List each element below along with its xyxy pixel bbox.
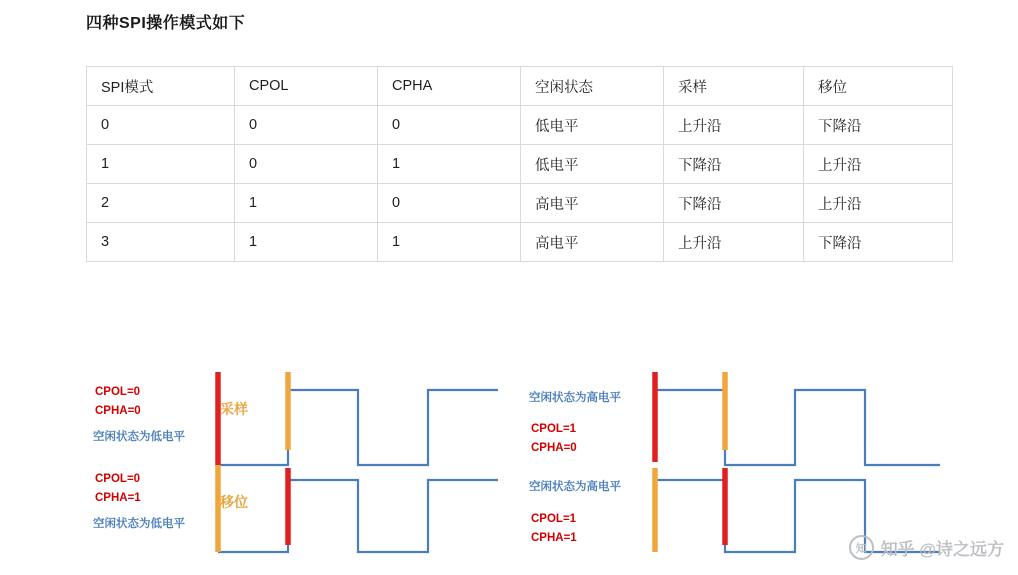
- column-header: CPOL: [235, 67, 378, 106]
- zhihu-logo-icon: 知: [849, 535, 874, 560]
- table-cell: 低电平: [521, 145, 664, 184]
- table-cell: 下降沿: [664, 184, 804, 223]
- label-right-top-cpol: CPOL=1: [531, 423, 577, 435]
- column-header: 采样: [664, 67, 804, 106]
- label-right-bottom-cpha: CPHA=1: [531, 532, 577, 544]
- table-cell: 1: [378, 145, 521, 184]
- table-cell: 1: [378, 223, 521, 262]
- label-left-top-idle: 空闲状态为低电平: [93, 431, 185, 443]
- table-cell: 0: [235, 106, 378, 145]
- table-cell: 上升沿: [664, 106, 804, 145]
- table-cell: 下降沿: [804, 223, 953, 262]
- table-cell: 下降沿: [664, 145, 804, 184]
- table-cell: 上升沿: [664, 223, 804, 262]
- watermark-text: 知乎 @诗之远方: [880, 540, 1004, 559]
- label-left-bottom-cpha: CPHA=1: [95, 492, 141, 504]
- page-title: 四种SPI操作模式如下: [86, 15, 246, 32]
- label-left-top-cpol: CPOL=0: [95, 386, 141, 398]
- waveform-left-bottom: [218, 465, 498, 552]
- table-cell: 3: [87, 223, 235, 262]
- table-cell: 上升沿: [804, 184, 953, 223]
- table-row: [87, 145, 953, 184]
- column-header: 移位: [804, 67, 953, 106]
- table-row: [87, 223, 953, 262]
- label-right-top-cpha: CPHA=0: [531, 442, 577, 454]
- waveform-left-top: [218, 372, 498, 465]
- table-cell: 1: [235, 223, 378, 262]
- table-cell: 0: [378, 184, 521, 223]
- column-header: 空闲状态: [521, 67, 664, 106]
- label-left-top-cpha: CPHA=0: [95, 405, 141, 417]
- label-right-top-idle: 空闲状态为高电平: [529, 392, 621, 404]
- table-cell: 1: [87, 145, 235, 184]
- label-left-bottom-idle: 空闲状态为低电平: [93, 518, 185, 530]
- table-cell: 0: [378, 106, 521, 145]
- table-cell: 0: [87, 106, 235, 145]
- spi-modes-table: [86, 66, 953, 262]
- table-cell: 1: [235, 184, 378, 223]
- table-row: [87, 106, 953, 145]
- label-left-bottom-cpol: CPOL=0: [95, 473, 141, 485]
- column-header: CPHA: [378, 67, 521, 106]
- label-right-bottom-cpol: CPOL=1: [531, 513, 577, 525]
- watermark: [849, 535, 1004, 560]
- waveform-right-top: [655, 372, 940, 465]
- table-cell: 高电平: [521, 223, 664, 262]
- table-header-row: [87, 67, 953, 106]
- table-cell: 0: [235, 145, 378, 184]
- label-sampling-marker: 采样: [220, 401, 248, 417]
- column-header: SPI模式: [87, 67, 235, 106]
- label-shift-marker: 移位: [220, 494, 248, 510]
- table-cell: 下降沿: [804, 106, 953, 145]
- table-row: [87, 184, 953, 223]
- table-cell: 上升沿: [804, 145, 953, 184]
- label-right-bottom-idle: 空闲状态为高电平: [529, 481, 621, 493]
- table-cell: 高电平: [521, 184, 664, 223]
- table-cell: 2: [87, 184, 235, 223]
- table-cell: 低电平: [521, 106, 664, 145]
